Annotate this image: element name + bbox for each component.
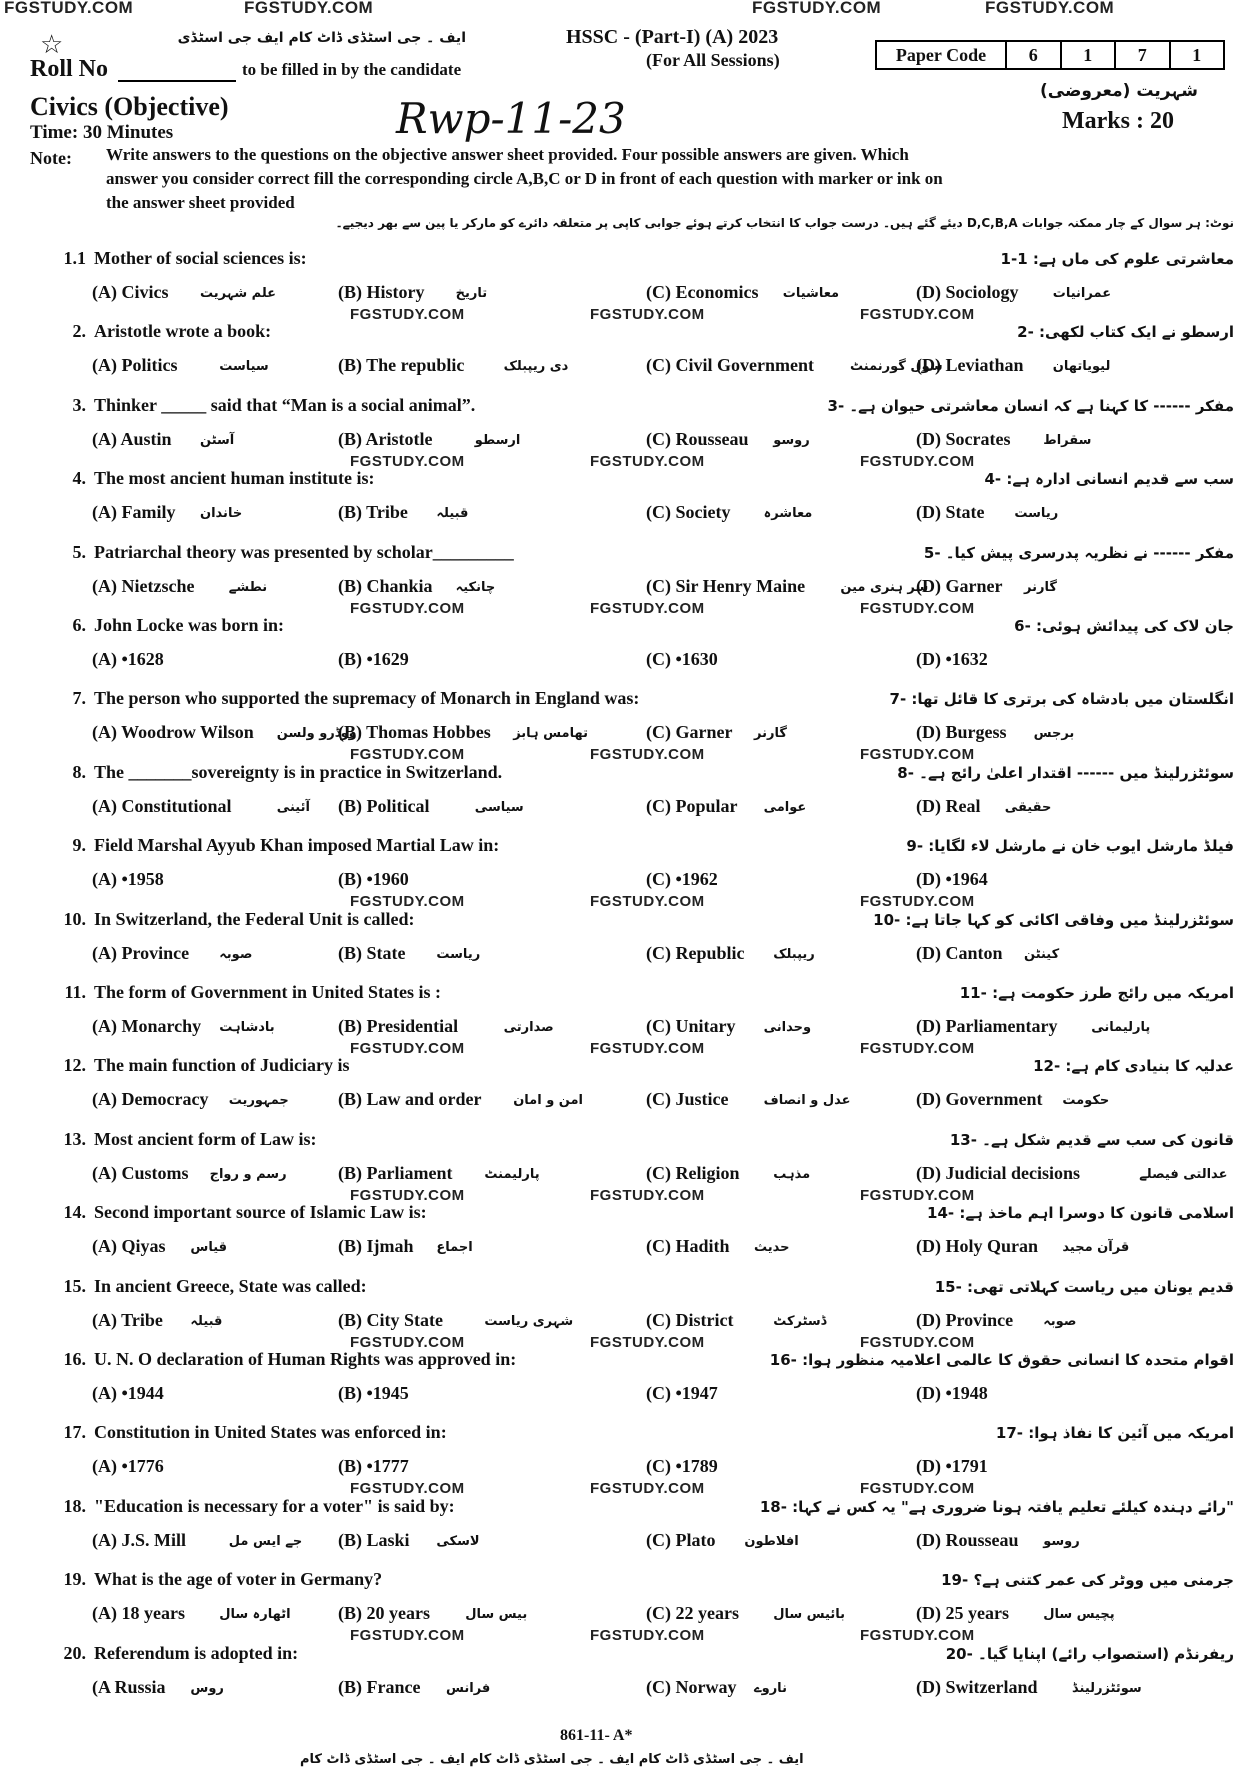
option-c: (C) Sir Henry Maine bbox=[646, 575, 806, 596]
option-urdu: قبیلہ bbox=[190, 1313, 223, 1329]
handwritten-code: Rwp-11-23 bbox=[396, 94, 626, 143]
option-urdu: سیاسی bbox=[474, 799, 524, 815]
question-urdu: ریفرنڈم (استصواب رائے) اپنایا گیا۔ -20 bbox=[945, 1644, 1234, 1663]
option-a: (A) Politics bbox=[92, 355, 178, 376]
question-text: U. N. O declaration of Human Rights was approved in: bbox=[94, 1349, 517, 1369]
option-urdu: افلاطون bbox=[744, 1533, 799, 1549]
question-item bbox=[0, 688, 1250, 764]
option-urdu: آئینی bbox=[276, 799, 310, 815]
option-b: (B) Thomas Hobbes bbox=[338, 722, 491, 743]
question-urdu: معاشرتی علوم کی ماں ہے: 1-1 bbox=[1000, 250, 1234, 268]
option-a: (A) Austin bbox=[92, 428, 172, 449]
note-line: Write answers to the questions on the objective answer sheet provided. Four possible answers are given. Which bbox=[106, 145, 909, 164]
option-urdu: روسو bbox=[1043, 1533, 1080, 1549]
question-item bbox=[0, 615, 1250, 669]
option-urdu: صوبہ bbox=[219, 946, 253, 962]
option-b: (B) •1629 bbox=[338, 649, 409, 669]
option-c: (C) Unitary bbox=[646, 1016, 736, 1036]
option-urdu: معاشیات bbox=[782, 286, 840, 301]
option-a: (A) Democracy bbox=[92, 1089, 209, 1110]
question-number: 6. bbox=[72, 615, 86, 635]
option-urdu: اجماع bbox=[436, 1240, 473, 1256]
watermark: FGSTUDY.COM bbox=[350, 893, 465, 911]
option-urdu: قبیلہ bbox=[436, 506, 469, 522]
question-number: 5. bbox=[72, 541, 86, 562]
question-item bbox=[0, 1202, 1250, 1257]
option-a: (A) Nietzsche bbox=[92, 575, 195, 596]
option-urdu: کینٹن bbox=[1024, 946, 1060, 962]
option-a: (A) Family bbox=[92, 502, 176, 523]
question-text: Second important source of Islamic Law is: bbox=[94, 1202, 427, 1223]
question-urdu: سب سے قدیم انسانی ادارہ ہے: -4 bbox=[984, 470, 1234, 489]
option-urdu: روس bbox=[190, 1680, 224, 1696]
option-urdu: حقیقی bbox=[1004, 799, 1052, 815]
option-urdu: نطشے bbox=[228, 579, 268, 595]
exam-title: HSSC - (Part-I) (A) 2023 bbox=[566, 26, 779, 48]
question-text: The main function of Judiciary is bbox=[94, 1055, 350, 1076]
option-c: (C) Society bbox=[646, 502, 731, 523]
option-urdu: بائیس سال bbox=[773, 1607, 845, 1623]
question-item bbox=[0, 394, 1250, 470]
question-text: Thinker _____ said that “Man is a social animal”. bbox=[94, 394, 476, 415]
option-a: (A) Customs bbox=[92, 1162, 189, 1183]
option-urdu: دی ریپبلک bbox=[503, 359, 569, 375]
option-a: (A) J.S. Mill bbox=[92, 1529, 186, 1550]
footer-code: 861-11- A* bbox=[560, 1727, 633, 1744]
watermark: FGSTUDY.COM bbox=[590, 1627, 705, 1645]
paper-code-label: Paper Code bbox=[877, 42, 1007, 68]
option-urdu: خاندان bbox=[200, 506, 243, 522]
question-number: 20. bbox=[63, 1642, 86, 1663]
option-a: (A) Province bbox=[92, 942, 190, 963]
option-urdu: ریاست bbox=[436, 946, 481, 962]
option-urdu: پارلیمنٹ bbox=[484, 1166, 540, 1182]
option-urdu: گارنر bbox=[1024, 579, 1057, 595]
note-urdu: نوٹ: ہر سوال کے چار ممکنہ جوابات D,C,B,A دیئے گئے ہیں۔ درست جواب کا انتخاب کرتے ہوئے جوابی کاپی پر متعلقہ دائرے کو مارکر یا پین سے بھر دیجیے۔ bbox=[335, 216, 1234, 230]
watermark: FGSTUDY.COM bbox=[985, 0, 1115, 17]
option-urdu: آسٹن bbox=[200, 432, 235, 448]
question-number: 13. bbox=[63, 1128, 86, 1149]
option-urdu: علم شہریت bbox=[200, 286, 277, 301]
question-number: 14. bbox=[63, 1202, 86, 1223]
question-urdu: امریکہ میں آئین کا نفاذ ہوا: -17 bbox=[995, 1424, 1234, 1443]
question-urdu: امریکہ میں رائج طرز حکومت ہے: -11 bbox=[959, 984, 1234, 1002]
option-b: (B) •1960 bbox=[338, 869, 409, 890]
question-item bbox=[0, 1569, 1250, 1645]
question-item bbox=[0, 1349, 1250, 1403]
question-text: John Locke was born in: bbox=[94, 615, 285, 635]
question-item bbox=[0, 321, 1250, 376]
option-urdu: عمرانیات bbox=[1052, 286, 1112, 301]
option-d: (D) Leviathan bbox=[916, 355, 1024, 376]
option-b: (B) Tribe bbox=[338, 502, 408, 523]
option-c: (C) Plato bbox=[646, 1529, 716, 1550]
option-c: (C) •1962 bbox=[646, 869, 718, 890]
paper-code-digit: 7 bbox=[1116, 42, 1171, 68]
option-urdu: چانکیہ bbox=[455, 579, 496, 595]
option-d: (D) Switzerland bbox=[916, 1676, 1038, 1697]
question-number: 15. bbox=[63, 1275, 86, 1296]
question-text: Aristotle wrote a book: bbox=[94, 321, 272, 342]
option-a: (A) •1776 bbox=[92, 1456, 164, 1477]
note-line: the answer sheet provided bbox=[106, 193, 295, 212]
question-item bbox=[0, 1422, 1250, 1498]
question-number: 18. bbox=[63, 1495, 86, 1516]
option-urdu: سر ہنری مین bbox=[840, 579, 929, 595]
option-urdu: ناروے bbox=[754, 1680, 787, 1696]
question-urdu: جان لاک کی پیدائش ہوئی: -6 bbox=[1014, 617, 1234, 635]
watermark: FGSTUDY.COM bbox=[350, 306, 465, 323]
option-urdu: پارلیمانی bbox=[1091, 1020, 1151, 1035]
option-c: (C) Civil Government bbox=[646, 355, 814, 376]
option-urdu: عدالتی فیصلے bbox=[1139, 1166, 1228, 1182]
watermark: FGSTUDY.COM bbox=[350, 452, 465, 470]
watermark: FGSTUDY.COM bbox=[860, 1627, 975, 1645]
question-number: 12. bbox=[63, 1055, 86, 1076]
question-text: The most ancient human institute is: bbox=[94, 468, 375, 489]
option-a: (A) •1944 bbox=[92, 1383, 164, 1403]
watermark: FGSTUDY.COM bbox=[350, 746, 465, 764]
option-b: (B) Presidential bbox=[338, 1016, 459, 1036]
option-c: (C) Justice bbox=[646, 1089, 729, 1110]
question-item bbox=[0, 1495, 1250, 1550]
exam-sessions: (For All Sessions) bbox=[646, 50, 780, 70]
option-a: (A) Tribe bbox=[92, 1309, 163, 1330]
option-a: (A) Constitutional bbox=[92, 795, 232, 816]
option-d: (D) Canton bbox=[916, 942, 1003, 963]
watermark: FGSTUDY.COM bbox=[4, 0, 134, 17]
option-urdu: ڈسٹرکٹ bbox=[773, 1313, 827, 1329]
option-d: (D) Sociology bbox=[916, 282, 1019, 302]
option-b: (B) History bbox=[338, 282, 425, 302]
option-urdu: روسو bbox=[773, 432, 810, 448]
question-text: The _______sovereignty is in practice in Switzerland. bbox=[94, 761, 503, 782]
question-urdu: اقوام متحدہ کا انسانی حقوق کا عالمی اعلامیہ منظور ہوا: -16 bbox=[769, 1351, 1234, 1369]
option-urdu: ووڈرو ولسن bbox=[276, 726, 357, 742]
question-urdu: قدیم یونان میں ریاست کہلاتی تھی: -15 bbox=[934, 1277, 1234, 1296]
option-d: (D) 25 years bbox=[916, 1603, 1009, 1624]
watermark: FGSTUDY.COM bbox=[860, 306, 975, 323]
option-d: (D) State bbox=[916, 502, 985, 523]
option-urdu: حکومت bbox=[1062, 1093, 1110, 1109]
option-urdu: رسم و رواج bbox=[209, 1166, 287, 1182]
option-urdu: سقراط bbox=[1043, 432, 1092, 448]
option-c: (C) Norway bbox=[646, 1676, 737, 1697]
option-urdu: قیاس bbox=[190, 1240, 228, 1256]
option-urdu: جمہوریت bbox=[228, 1093, 289, 1109]
question-urdu: سوئٹزرلینڈ میں ------ اقتدار اعلیٰ رائج ہے۔ -8 bbox=[897, 763, 1234, 782]
paper-code-digit: 1 bbox=[1192, 45, 1202, 65]
time-label: Time: 30 Minutes bbox=[30, 122, 174, 143]
option-b: (B) •1945 bbox=[338, 1383, 409, 1403]
paper-code-box bbox=[875, 40, 1225, 70]
option-b: (B) Chankia bbox=[338, 575, 433, 596]
watermark: FGSTUDY.COM bbox=[860, 1480, 975, 1498]
question-number: 19. bbox=[63, 1569, 86, 1590]
question-text: Most ancient form of Law is: bbox=[94, 1128, 317, 1149]
question-urdu: ارسطو نے ایک کتاب لکھی: -2 bbox=[1017, 323, 1234, 342]
watermark: FGSTUDY.COM bbox=[350, 1186, 465, 1204]
question-item bbox=[0, 908, 1250, 963]
watermark: FGSTUDY.COM bbox=[350, 599, 465, 617]
question-number: 1.1 bbox=[63, 248, 86, 268]
watermark: FGSTUDY.COM bbox=[590, 1040, 705, 1057]
question-urdu: مفکر ------ کا کہنا ہے کہ انسان معاشرتی حیوان ہے۔ -3 bbox=[827, 396, 1234, 415]
question-number: 17. bbox=[63, 1422, 86, 1443]
question-item bbox=[0, 761, 1250, 816]
watermark: FGSTUDY.COM bbox=[350, 1333, 465, 1351]
question-text: In Switzerland, the Federal Unit is called: bbox=[94, 908, 415, 929]
option-urdu: سوئٹزرلینڈ bbox=[1072, 1680, 1142, 1696]
option-b: (B) Law and order bbox=[338, 1089, 482, 1110]
option-urdu: عدل و انصاف bbox=[763, 1093, 851, 1109]
option-a: (A) Civics bbox=[92, 282, 169, 302]
subject-urdu: شہریت (معروضی) bbox=[1040, 81, 1198, 101]
option-c: (C) 22 years bbox=[646, 1603, 739, 1624]
option-c: (C) Rousseau bbox=[646, 428, 749, 449]
question-urdu: فیلڈ مارشل ایوب خان نے مارشل لاء لگایا: -9 bbox=[906, 837, 1234, 856]
question-number: 3. bbox=[72, 394, 86, 415]
question-text: Patriarchal theory was presented by scholar_________ bbox=[94, 541, 514, 562]
question-urdu: اسلامی قانون کا دوسرا اہم ماخذ ہے: -14 bbox=[927, 1204, 1234, 1223]
question-number: 4. bbox=[72, 468, 86, 489]
option-d: (D) •1948 bbox=[916, 1383, 988, 1403]
option-b: (B) Aristotle bbox=[338, 428, 433, 449]
question-text: "Education is necessary for a voter" is said by: bbox=[94, 1495, 455, 1516]
option-urdu: وحدانی bbox=[763, 1020, 812, 1035]
option-urdu: پچیس سال bbox=[1043, 1607, 1115, 1623]
option-d: (D) •1632 bbox=[916, 649, 988, 669]
option-a: (A) •1958 bbox=[92, 869, 164, 890]
question-text: Constitution in United States was enforced in: bbox=[94, 1422, 447, 1443]
option-urdu: فرانس bbox=[446, 1680, 491, 1696]
option-urdu: صدارتی bbox=[503, 1020, 554, 1035]
note-line: answer you consider correct fill the corresponding circle A,B,C or D in front of each question with marker or ink on bbox=[106, 169, 943, 188]
option-d: (D) Rousseau bbox=[916, 1529, 1019, 1550]
roll-no-label: Roll No bbox=[30, 56, 108, 82]
watermark: FGSTUDY.COM bbox=[860, 452, 975, 470]
option-urdu: سول گورنمنٹ bbox=[850, 359, 943, 375]
option-d: (D) Burgess bbox=[916, 722, 1007, 743]
option-d: (D) Province bbox=[916, 1309, 1014, 1330]
question-number: 11. bbox=[64, 982, 86, 1002]
option-c: (C) •1789 bbox=[646, 1456, 718, 1477]
option-urdu: تھامس ہابز bbox=[513, 726, 588, 742]
question-text: What is the age of voter in Germany? bbox=[94, 1569, 383, 1590]
watermark: FGSTUDY.COM bbox=[590, 746, 705, 764]
option-urdu: لیویاتھان bbox=[1052, 359, 1111, 375]
option-urdu: تاریخ bbox=[455, 286, 488, 301]
question-urdu: "رائے دہندہ کیلئے تعلیم یافتہ ہونا ضروری ہے" یہ کس نے کہا: -18 bbox=[759, 1497, 1234, 1516]
watermark: FGSTUDY.COM bbox=[350, 1040, 465, 1057]
watermark: FGSTUDY.COM bbox=[860, 599, 975, 617]
header-star-icon: ☆ bbox=[40, 30, 64, 59]
question-item bbox=[0, 1128, 1250, 1204]
watermark: FGSTUDY.COM bbox=[752, 0, 882, 17]
watermark: FGSTUDY.COM bbox=[860, 746, 975, 764]
question-item bbox=[0, 541, 1250, 617]
header-urdu-top: ایف ۔ جی اسٹڈی ڈاٹ کام ایف جی اسٹڈی bbox=[177, 30, 466, 46]
option-c: (C) Hadith bbox=[646, 1236, 730, 1257]
option-b: (B) •1777 bbox=[338, 1456, 409, 1477]
watermark: FGSTUDY.COM bbox=[350, 1627, 465, 1645]
paper-code-digit: 6 bbox=[1007, 42, 1062, 68]
option-urdu: عوامی bbox=[763, 799, 807, 815]
question-item bbox=[0, 982, 1250, 1057]
option-urdu: ریپبلک bbox=[773, 946, 815, 962]
option-b: (B) Parliament bbox=[338, 1162, 453, 1183]
note-label: Note: bbox=[30, 148, 72, 168]
question-text: The form of Government in United States is : bbox=[94, 982, 441, 1002]
option-b: (B) Political bbox=[338, 795, 430, 816]
option-d: (D) Real bbox=[916, 795, 981, 816]
option-b: (B) 20 years bbox=[338, 1603, 430, 1624]
watermark: FGSTUDY.COM bbox=[350, 1480, 465, 1498]
paper-code-digit: 1 bbox=[1062, 42, 1117, 68]
question-item bbox=[0, 468, 1250, 523]
question-urdu: قانون کی سب سے قدیم شکل ہے۔ -13 bbox=[949, 1130, 1234, 1149]
option-b: (B) The republic bbox=[338, 355, 465, 376]
subject-title: Civics (Objective) bbox=[30, 92, 229, 121]
option-urdu: قرآن مجید bbox=[1062, 1240, 1130, 1256]
question-item bbox=[0, 1642, 1250, 1697]
option-a: (A) Qiyas bbox=[92, 1236, 166, 1257]
option-d: (D) Socrates bbox=[916, 428, 1011, 449]
option-urdu: صوبہ bbox=[1043, 1313, 1077, 1329]
option-c: (C) Garner bbox=[646, 722, 733, 743]
option-d: (D) Holy Quran bbox=[916, 1236, 1039, 1257]
option-a: (A) 18 years bbox=[92, 1603, 185, 1624]
option-a: (A Russia bbox=[92, 1676, 166, 1697]
option-d: (D) •1791 bbox=[916, 1456, 988, 1477]
footer-urdu: ایف ۔ جی اسٹڈی ڈاٹ کام ایف ۔ جی اسٹڈی ڈاٹ کام ایف ۔ جی اسٹڈی ڈاٹ کام bbox=[300, 1752, 804, 1767]
watermark: FGSTUDY.COM bbox=[860, 893, 975, 911]
question-number: 10. bbox=[63, 908, 86, 929]
question-number: 9. bbox=[72, 835, 86, 856]
option-a: (A) •1628 bbox=[92, 649, 164, 669]
question-urdu: سوئٹزرلینڈ میں وفاقی اکائی کو کہا جاتا ہے: -10 bbox=[873, 910, 1234, 929]
watermark: FGSTUDY.COM bbox=[860, 1333, 975, 1351]
watermark: FGSTUDY.COM bbox=[590, 452, 705, 470]
option-urdu: بیس سال bbox=[465, 1607, 528, 1623]
option-a: (A) Monarchy bbox=[92, 1016, 202, 1036]
marks-label: Marks : 20 bbox=[1062, 108, 1174, 134]
option-urdu: حدیث bbox=[754, 1240, 790, 1256]
option-urdu: سیاست bbox=[219, 359, 269, 375]
option-urdu: بادشاہت bbox=[219, 1020, 275, 1035]
watermark: FGSTUDY.COM bbox=[590, 599, 705, 617]
roll-no-line bbox=[118, 80, 236, 82]
watermark: FGSTUDY.COM bbox=[860, 1186, 975, 1204]
option-urdu: جے ایس مل bbox=[228, 1533, 303, 1549]
option-urdu: مذہب bbox=[773, 1166, 811, 1182]
option-urdu: ارسطو bbox=[474, 432, 521, 448]
option-urdu: اٹھارہ سال bbox=[219, 1607, 291, 1623]
question-item bbox=[0, 1055, 1250, 1110]
option-urdu: معاشرہ bbox=[763, 506, 813, 522]
option-b: (B) France bbox=[338, 1676, 421, 1697]
option-d: (D) Government bbox=[916, 1089, 1043, 1110]
question-item bbox=[0, 248, 1250, 323]
option-c: (C) •1947 bbox=[646, 1383, 718, 1403]
question-urdu: جرمنی میں ووٹر کی عمر کتنی ہے؟ -19 bbox=[941, 1571, 1234, 1590]
question-text: Referendum is adopted in: bbox=[94, 1642, 299, 1663]
watermark: FGSTUDY.COM bbox=[860, 1040, 975, 1057]
question-item bbox=[0, 835, 1250, 911]
option-b: (B) City State bbox=[338, 1309, 443, 1330]
option-urdu: لاسکی bbox=[436, 1533, 480, 1549]
option-urdu: امن و امان bbox=[513, 1093, 584, 1109]
watermark: FGSTUDY.COM bbox=[590, 306, 705, 323]
option-a: (A) Woodrow Wilson bbox=[92, 722, 254, 743]
option-c: (C) District bbox=[646, 1309, 734, 1330]
question-number: 16. bbox=[63, 1349, 86, 1369]
option-c: (C) Economics bbox=[646, 282, 759, 302]
option-c: (C) Popular bbox=[646, 795, 738, 816]
question-number: 8. bbox=[72, 761, 86, 782]
option-c: (C) Republic bbox=[646, 942, 745, 963]
option-urdu: شہری ریاست bbox=[484, 1313, 574, 1329]
question-number: 2. bbox=[72, 321, 86, 342]
watermark: FGSTUDY.COM bbox=[590, 1333, 705, 1351]
watermark: FGSTUDY.COM bbox=[590, 1480, 705, 1498]
option-d: (D) Judicial decisions bbox=[916, 1162, 1081, 1183]
option-urdu: ریاست bbox=[1014, 506, 1059, 522]
watermark: FGSTUDY.COM bbox=[590, 893, 705, 911]
option-d: (D) •1964 bbox=[916, 869, 988, 890]
question-text: The person who supported the supremacy of Monarch in England was: bbox=[94, 688, 640, 709]
option-b: (B) Ijmah bbox=[338, 1236, 414, 1257]
question-number: 7. bbox=[72, 688, 86, 709]
question-text: Field Marshal Ayyub Khan imposed Martial Law in: bbox=[94, 835, 500, 856]
watermark: FGSTUDY.COM bbox=[244, 0, 374, 17]
question-urdu: مفکر ------ نے نظریہ پدرسری پیش کیا۔ -5 bbox=[923, 543, 1234, 562]
option-d: (D) Parliamentary bbox=[916, 1016, 1058, 1036]
option-urdu: برجس bbox=[1033, 726, 1075, 742]
question-urdu: عدلیہ کا بنیادی کام ہے: -12 bbox=[1033, 1057, 1234, 1076]
option-c: (C) •1630 bbox=[646, 649, 718, 669]
option-b: (B) Laski bbox=[338, 1529, 410, 1550]
roll-no-hint: to be filled in by the candidate bbox=[242, 60, 462, 79]
option-d: (D) Garner bbox=[916, 575, 1003, 596]
watermark: FGSTUDY.COM bbox=[590, 1186, 705, 1204]
question-item bbox=[0, 1275, 1250, 1351]
question-urdu: انگلستان میں بادشاہ کی برتری کا قائل تھا: -7 bbox=[889, 690, 1234, 709]
option-urdu: گارنر bbox=[754, 726, 787, 742]
option-b: (B) State bbox=[338, 942, 406, 963]
option-c: (C) Religion bbox=[646, 1162, 740, 1183]
question-text: Mother of social sciences is: bbox=[94, 248, 307, 268]
question-text: In ancient Greece, State was called: bbox=[94, 1275, 367, 1296]
